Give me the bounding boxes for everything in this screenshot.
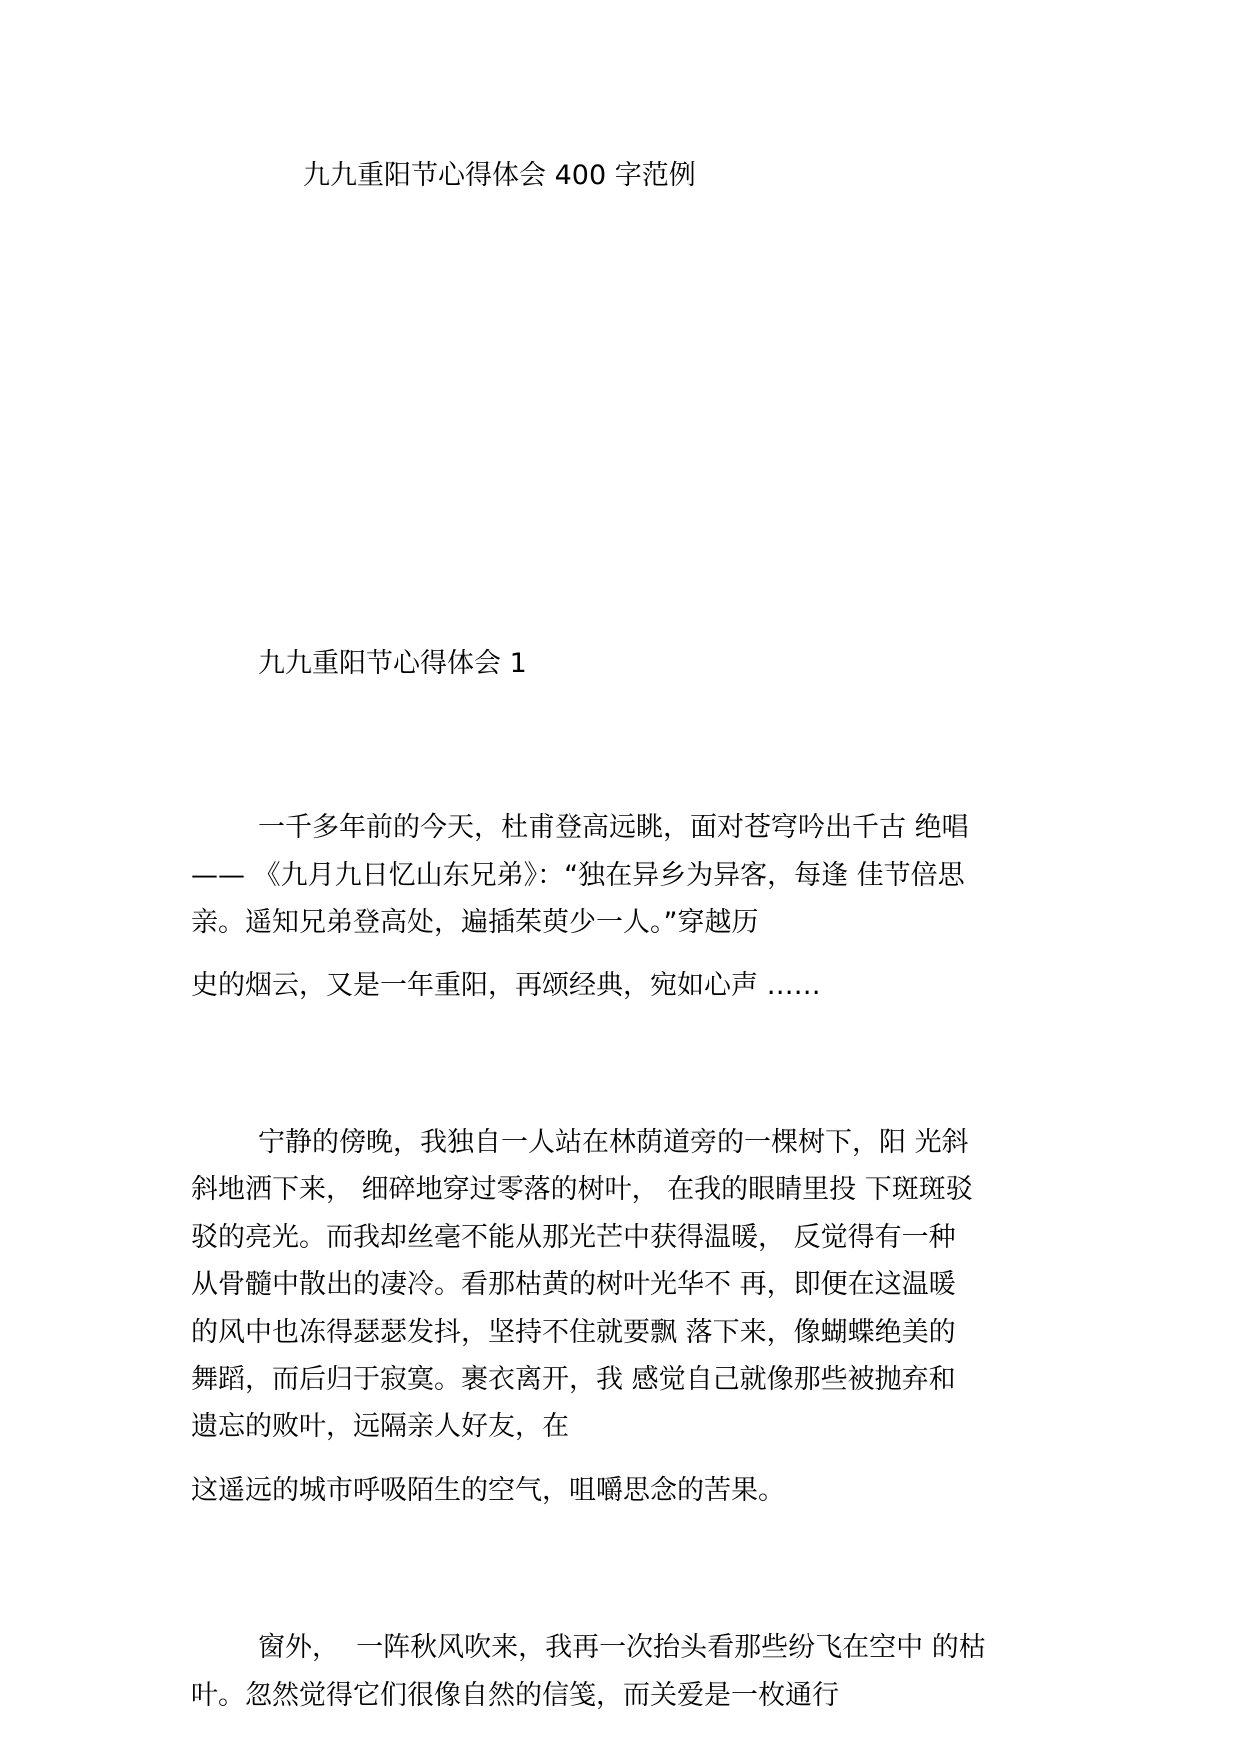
paragraph-2-line-4: 从骨髓中散出的凄冷。看那枯黄的树叶光华不 再，即便在这温暖 xyxy=(191,1269,956,1300)
paragraph-2-line-2: 斜地洒下来， 细碎地穿过零落的树叶， 在我的眼睛里投 下斑斑驳 xyxy=(191,1174,973,1205)
paragraph-2-line-7: 遗忘的败叶，远隔亲人好友，在 xyxy=(191,1411,569,1442)
section-heading: 九九重阳节心得体会 1 xyxy=(258,648,527,679)
paragraph-2-line-3: 驳的亮光。而我却丝毫不能从那光芒中获得温暖， 反觉得有一种 xyxy=(191,1222,956,1253)
paragraph-2-line-6: 舞蹈，而后归于寂寞。裹衣离开，我 感觉自己就像那些被抛弃和 xyxy=(191,1364,956,1395)
paragraph-3-line-1: 窗外， 一阵秋风吹来，我再一次抬头看那些纷飞在空中 的枯 xyxy=(258,1632,986,1663)
document-title: 九九重阳节心得体会 400 字范例 xyxy=(303,160,696,191)
paragraph-1-line-3: 亲。遥知兄弟登高处，遍插茱萸少一人。”穿越历 xyxy=(191,907,759,938)
paragraph-3-line-2: 叶。忽然觉得它们很像自然的信笺，而关爱是一枚通行 xyxy=(191,1680,839,1711)
paragraph-2-line-8: 这遥远的城市呼吸陌生的空气，咀嚼思念的苦果。 xyxy=(191,1475,785,1506)
paragraph-2-line-1: 宁静的傍晚，我独自一人站在林荫道旁的一棵树下，阳 光斜 xyxy=(258,1127,969,1158)
paragraph-1-line-1: 一千多年前的今天，杜甫登高远眺，面对苍穹吟出千古 绝唱 xyxy=(258,812,969,843)
paragraph-2-line-5: 的风中也冻得瑟瑟发抖，坚持不住就要飘 落下来，像蝴蝶绝美的 xyxy=(191,1317,956,1348)
paragraph-1-line-2: —— 《九月九日忆山东兄弟》：“独在异乡为异客，每逢 佳节倍思 xyxy=(191,860,965,891)
paragraph-1-line-4: 史的烟云，又是一年重阳，再颂经典，宛如心声 …… xyxy=(191,970,821,1001)
